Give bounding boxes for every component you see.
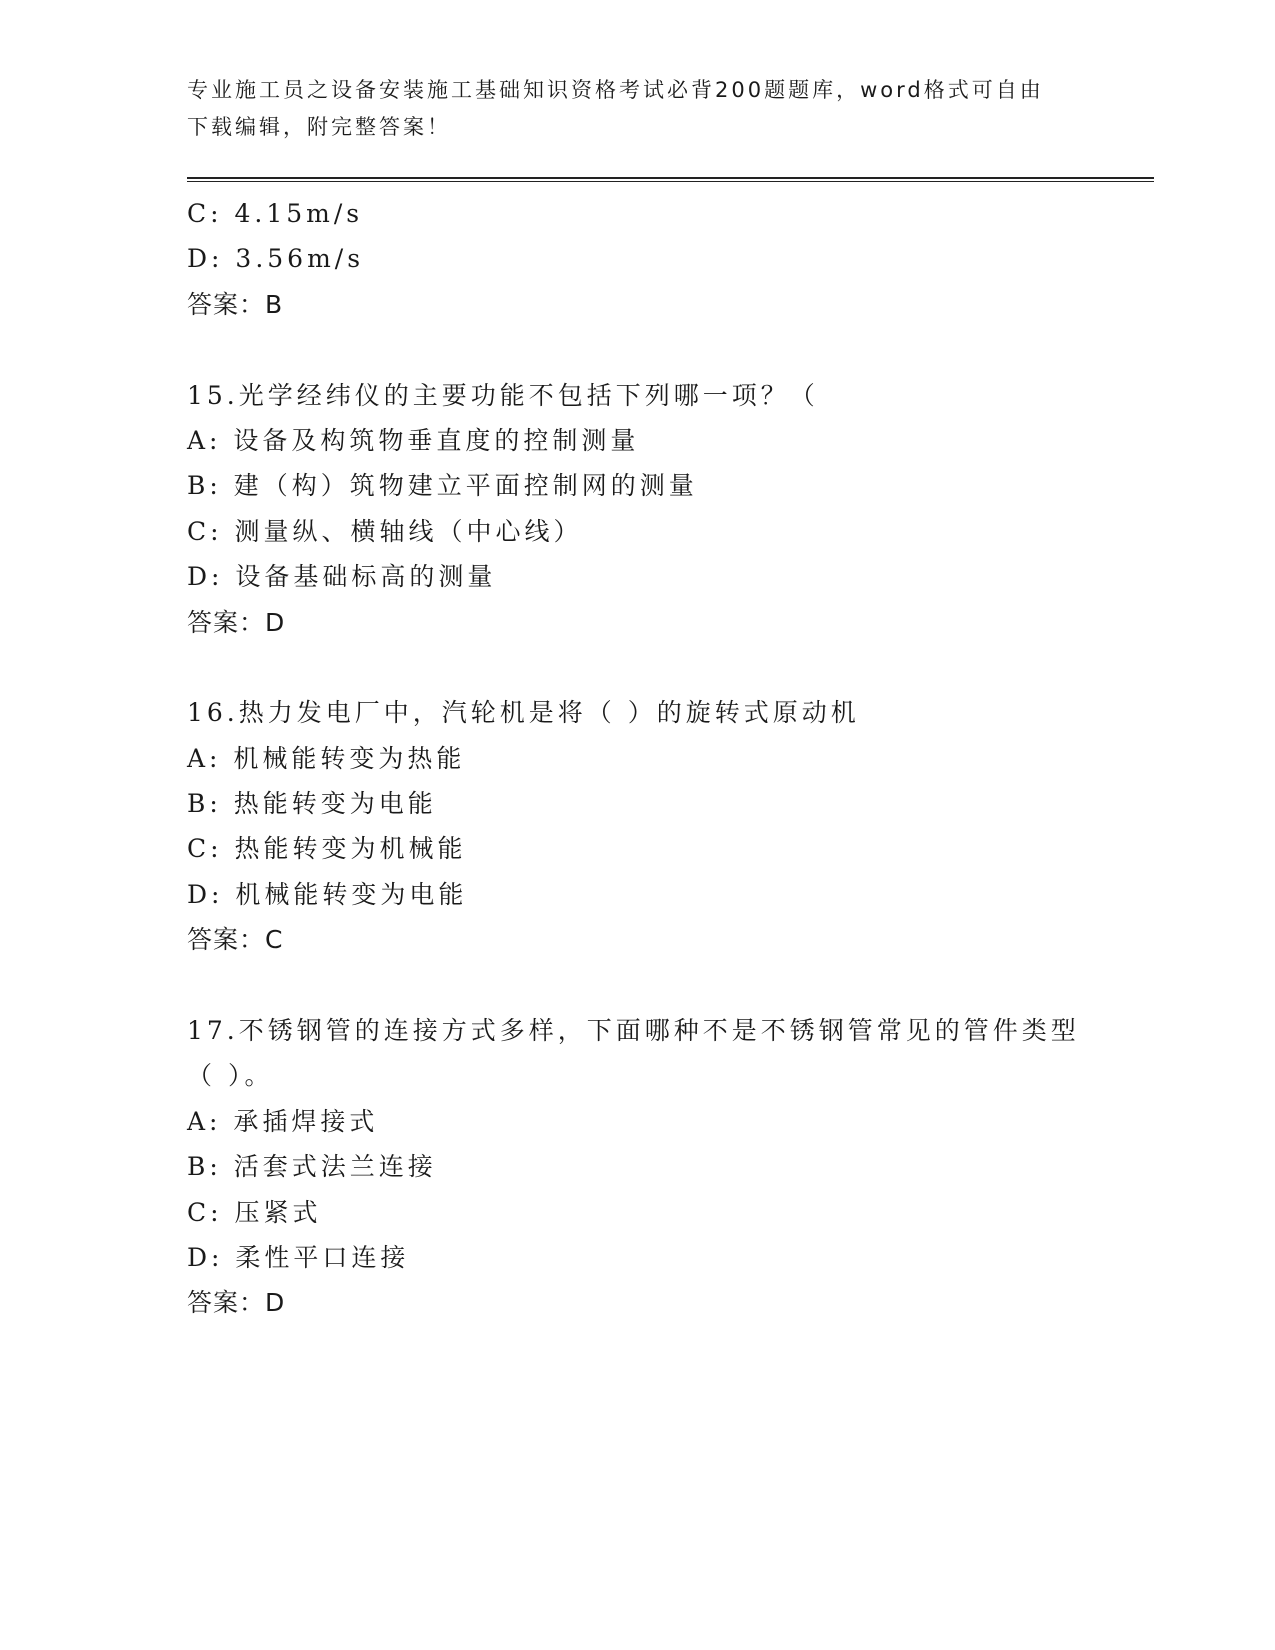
question-stem: 16.热力发电厂中，汽轮机是将（ ）的旋转式原动机 <box>187 698 860 728</box>
option-b: B: 热能转变为电能 <box>187 789 437 819</box>
option-a: A: 承插焊接式 <box>187 1106 379 1136</box>
option-d: D: 3.56m/s <box>187 244 365 274</box>
option-d: D: 机械能转变为电能 <box>187 879 468 909</box>
answer: 答案：D <box>187 607 286 637</box>
question-gap <box>187 963 1147 1008</box>
option-a: A: 设备及构筑物垂直度的控制测量 <box>187 425 640 455</box>
question-15 <box>187 373 1147 645</box>
option-b: B: 建（构）筑物建立平面控制网的测量 <box>187 471 698 501</box>
previous-question-tail <box>187 191 1147 327</box>
question-gap <box>187 645 1147 690</box>
answer: 答案：C <box>187 925 284 955</box>
answer: 答案：B <box>187 289 284 319</box>
question-16 <box>187 690 1147 962</box>
option-d: D: 柔性平口连接 <box>187 1243 410 1273</box>
option-c: C: 4.15m/s <box>187 199 364 228</box>
option-c: C: 测量纵、横轴线（中心线） <box>187 516 583 546</box>
question-list <box>187 191 1147 1326</box>
option-a: A: 机械能转变为热能 <box>187 743 466 773</box>
question-stem: 15.光学经纬仪的主要功能不包括下列哪一项？（ <box>187 380 819 410</box>
option-b: B: 活套式法兰连接 <box>187 1152 437 1182</box>
question-gap <box>187 327 1147 372</box>
answer: 答案：D <box>187 1288 286 1318</box>
option-c: C: 压紧式 <box>187 1197 322 1227</box>
document-header <box>187 72 1087 146</box>
header-title-line-1: 专业施工员之设备安装施工基础知识资格考试必背200题题库，word格式可自由 <box>187 78 1044 102</box>
header-divider-thick <box>187 177 1154 179</box>
question-stem: 17.不锈钢管的连接方式多样，下面哪种不是不锈钢管常见的管件类型（ ）。 <box>187 1016 1080 1091</box>
header-title-line-2: 下载编辑，附完整答案！ <box>187 115 451 139</box>
option-c: C: 热能转变为机械能 <box>187 834 467 864</box>
question-17 <box>187 1008 1147 1326</box>
option-d: D: 设备基础标高的测量 <box>187 562 497 592</box>
header-divider-thin <box>187 181 1154 182</box>
